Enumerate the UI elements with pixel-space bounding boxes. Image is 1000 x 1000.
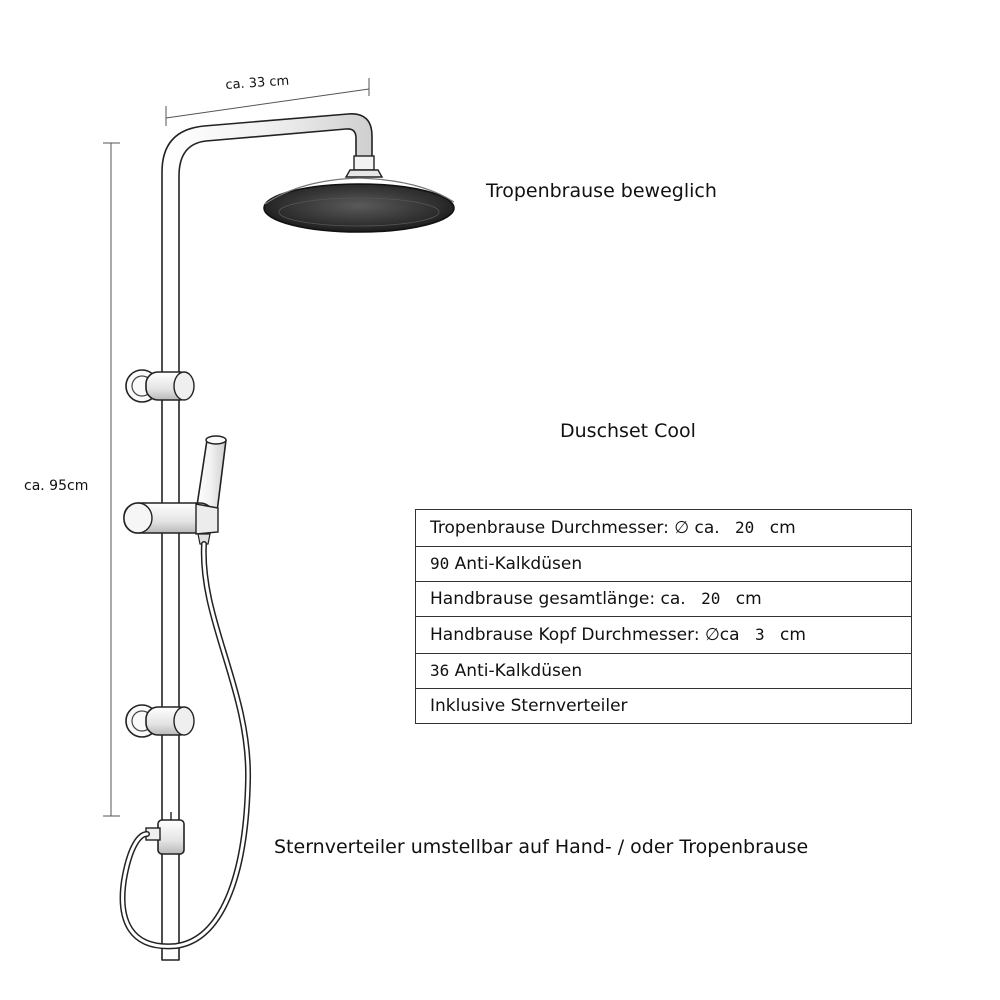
spec-value: 90 — [430, 554, 450, 573]
spec-text: Handbrause gesamtlänge: — [430, 589, 656, 609]
spec-text: Anti-Kalkdüsen — [454, 554, 583, 574]
spec-value: 20 — [701, 589, 721, 608]
rain-shower-label: Tropenbrause beweglich — [486, 180, 717, 202]
spec-value: 36 — [430, 661, 450, 680]
spec-text: Handbrause Kopf Durchmesser: — [430, 625, 700, 645]
spec-cell — [416, 582, 912, 617]
spec-unit: cm — [769, 518, 796, 538]
spec-prefix: ca. — [694, 518, 720, 538]
rain-shower-connector — [346, 156, 382, 177]
height-dimension-label: ca. 95cm — [24, 478, 89, 494]
spec-row — [416, 547, 912, 582]
riser-pipe — [162, 114, 372, 960]
spec-row — [416, 654, 912, 689]
spec-row — [416, 510, 912, 547]
spec-row — [416, 617, 912, 654]
spec-text: Anti-Kalkdüsen — [454, 661, 583, 681]
height-dimension-line — [103, 143, 120, 816]
width-dimension-label: ca. 33 cm — [224, 73, 290, 93]
lower-wall-bracket — [126, 705, 194, 737]
spec-value: 3 — [754, 625, 765, 644]
spec-cell — [416, 689, 912, 724]
spec-cell — [416, 547, 912, 582]
rain-shower-head — [264, 178, 454, 232]
diameter-icon: ∅ — [704, 625, 720, 645]
spec-unit: cm — [735, 589, 762, 609]
hand-shower — [196, 436, 226, 512]
diverter-label: Sternverteiler umstellbar auf Hand- / oder Tropenbrause — [274, 836, 809, 858]
spec-cell — [416, 510, 912, 547]
spec-unit: cm — [780, 625, 806, 645]
spec-prefix: ca. — [660, 589, 686, 609]
spec-text: Inklusive Sternverteiler — [430, 696, 628, 716]
spec-prefix: ca — [719, 625, 740, 645]
spec-row — [416, 689, 912, 724]
diameter-icon: ∅ — [674, 518, 690, 538]
spec-text: Tropenbrause Durchmesser: — [430, 518, 669, 538]
spec-cell — [416, 617, 912, 654]
upper-wall-bracket — [126, 370, 194, 402]
spec-table — [415, 509, 912, 724]
shower-hose — [123, 544, 248, 946]
spec-row — [416, 582, 912, 617]
spec-value: 20 — [735, 518, 755, 537]
spec-cell — [416, 654, 912, 689]
set-title: Duschset Cool — [560, 420, 696, 442]
